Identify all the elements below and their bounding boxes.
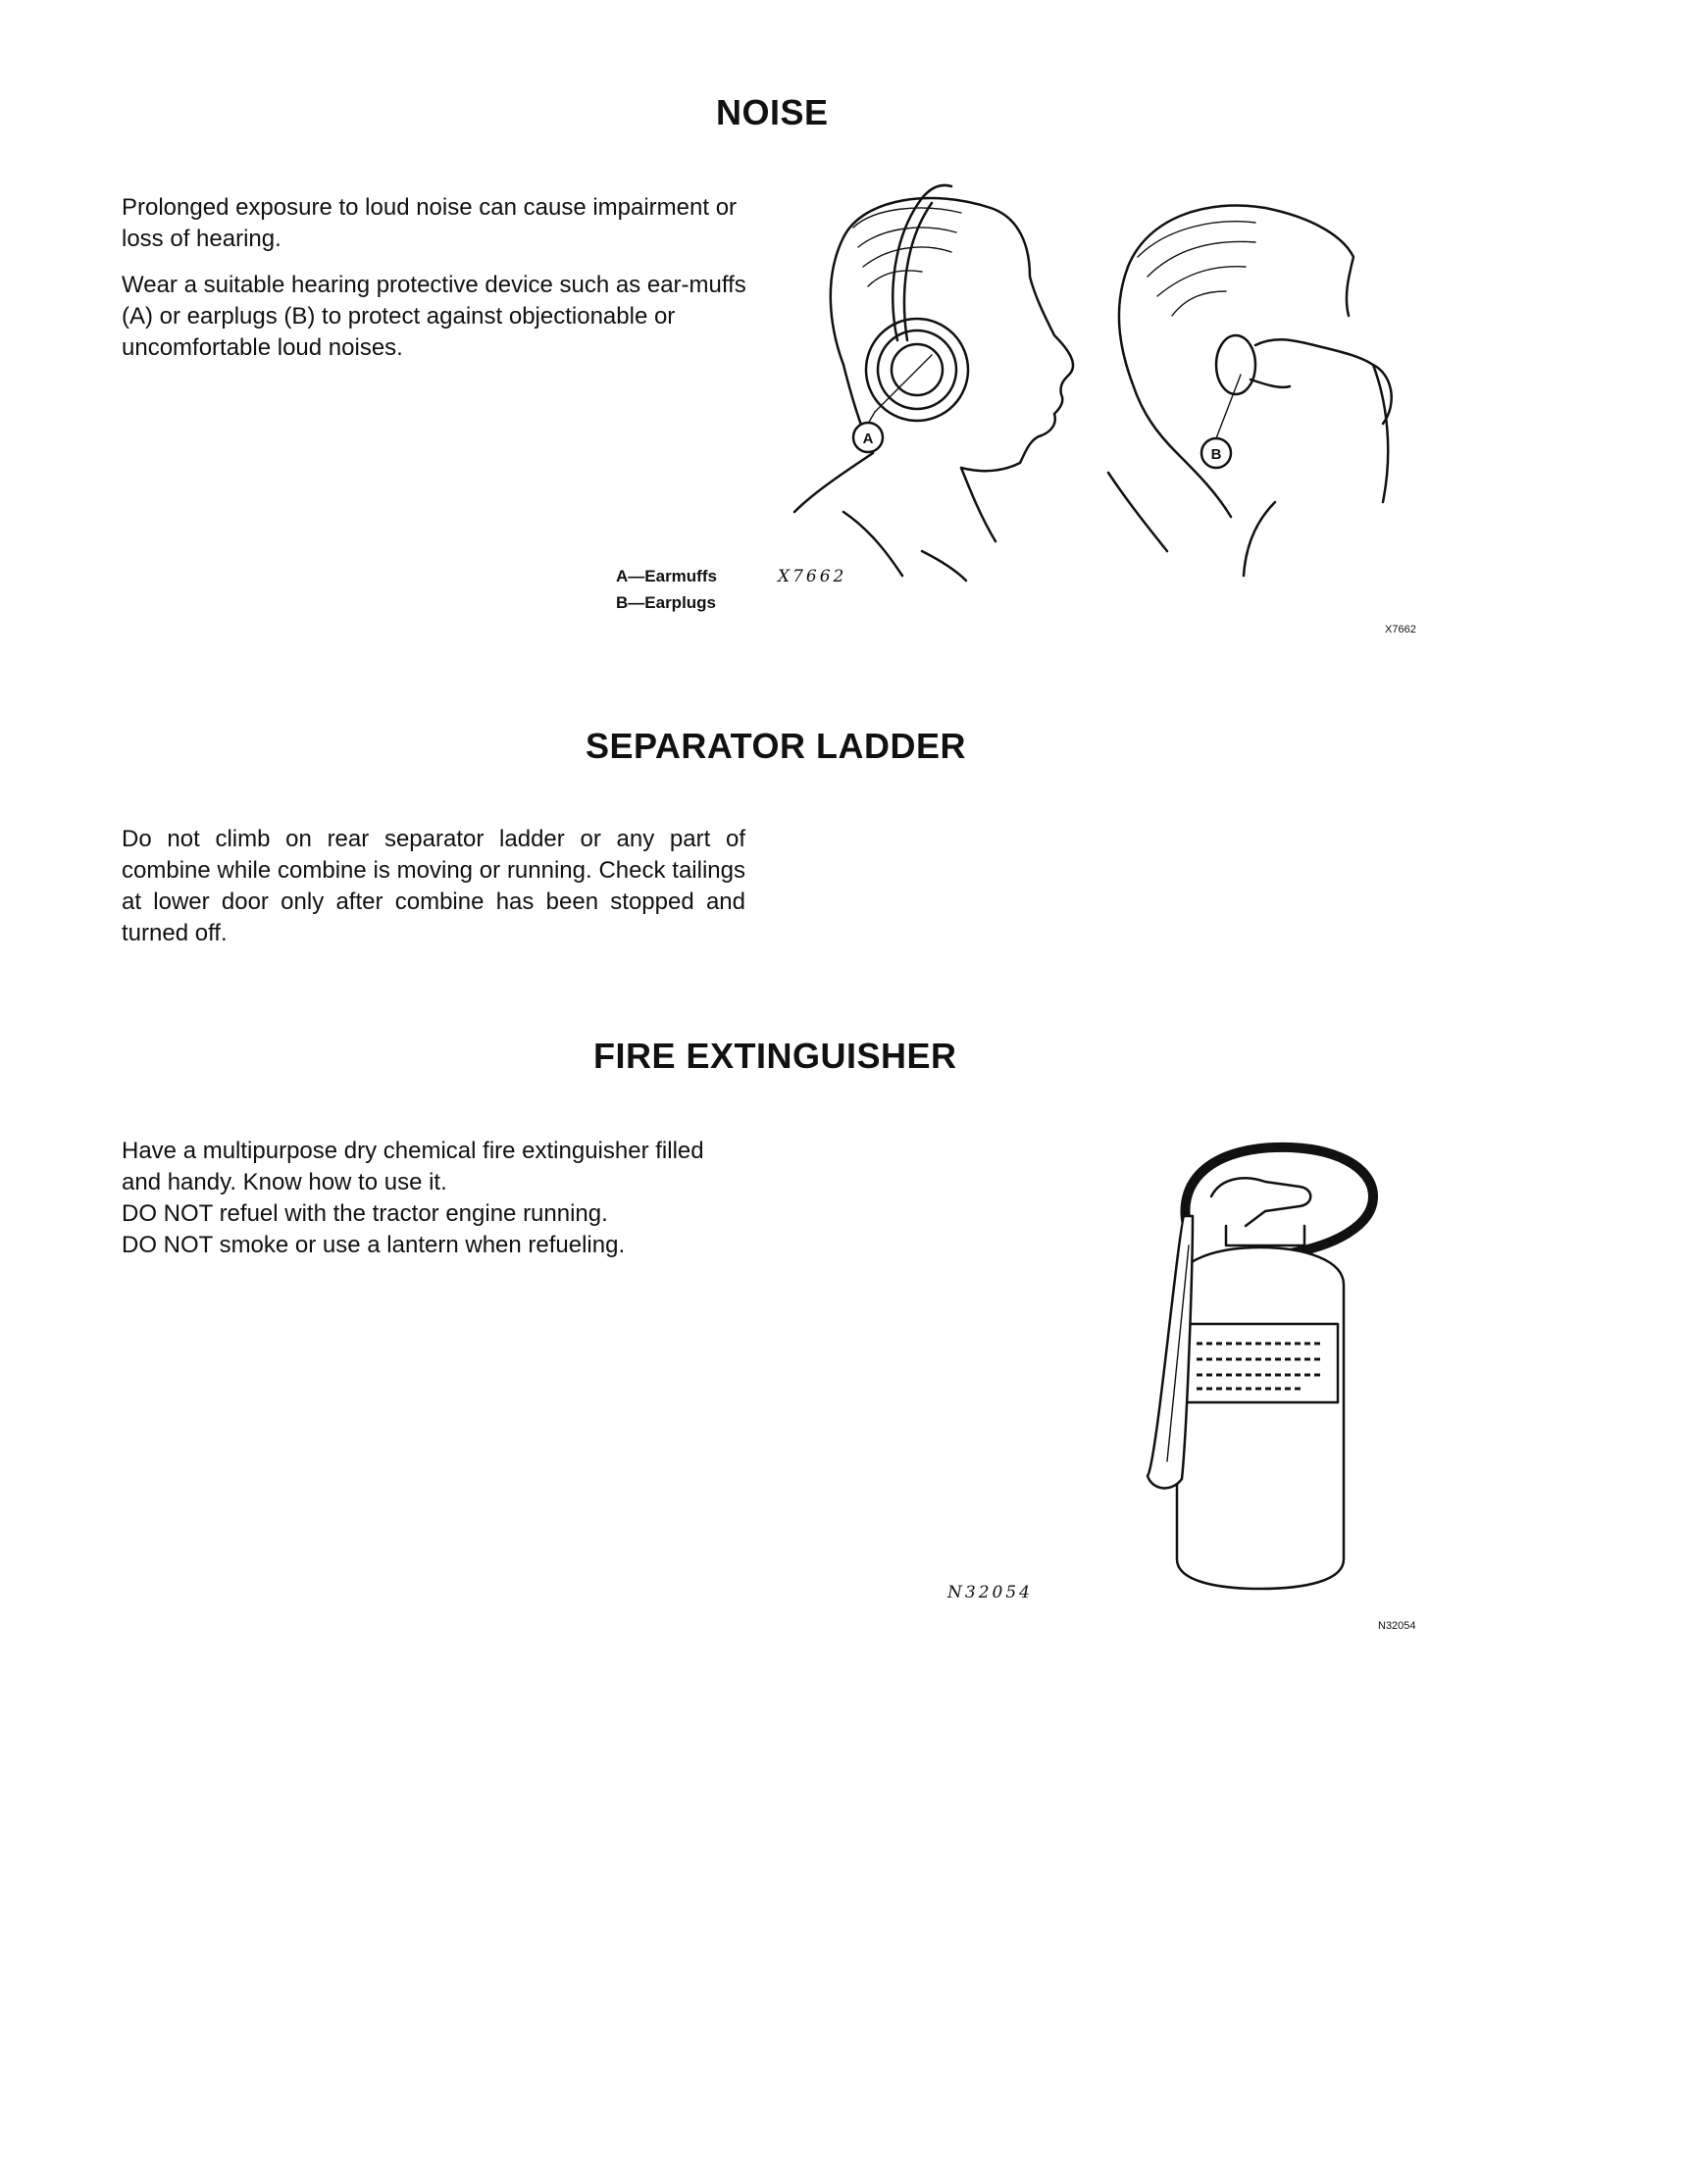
callout-b-label: B — [1210, 446, 1222, 463]
noise-figure-legend — [616, 563, 717, 616]
noise-figure-code-small: X7662 — [1385, 624, 1416, 635]
fire-figure-code: N32054 — [947, 1583, 1033, 1602]
noise-paragraph-2: Wear a suitable hearing protective device such as ear-muffs (A) or earplugs (B) to protect against objectionable or uncomfortable loud noises. — [122, 272, 746, 361]
fire-extinguisher-heading: FIRE EXTINGUISHER — [593, 1036, 957, 1076]
fire-line-2: DO NOT refuel with the tractor engine running. — [122, 1200, 608, 1227]
fire-figure-code-small: N32054 — [1378, 1620, 1416, 1632]
separator-ladder-text: Do not climb on rear separator ladder or any part of combine while combine is moving or running. Check tailings at lower door only after combine has been stopped and turned off. — [122, 826, 745, 946]
noise-figure-code: X7662 — [778, 567, 847, 586]
fire-extinguisher-illustration — [1128, 1138, 1383, 1589]
legend-earplugs: B—Earplugs — [616, 593, 717, 612]
noise-text — [122, 192, 749, 379]
noise-paragraph-1: Prolonged exposure to loud noise can cause impairment or loss of hearing. — [122, 194, 738, 252]
separator-ladder-heading: SEPARATOR LADDER — [586, 726, 967, 766]
callout-a-label: A — [862, 431, 874, 447]
legend-earmuffs: A—Earmuffs — [616, 567, 717, 585]
noise-heading: NOISE — [716, 92, 829, 132]
fire-line-3: DO NOT smoke or use a lantern when refueling. — [122, 1232, 626, 1258]
earmuffs-figure — [794, 185, 1073, 581]
earplugs-figure — [1108, 206, 1392, 577]
fire-line-1: Have a multipurpose dry chemical fire extinguisher filled and handy. Know how to use it. — [122, 1138, 704, 1195]
hearing-protection-illustration — [785, 178, 1412, 581]
fire-extinguisher-text — [122, 1136, 749, 1261]
